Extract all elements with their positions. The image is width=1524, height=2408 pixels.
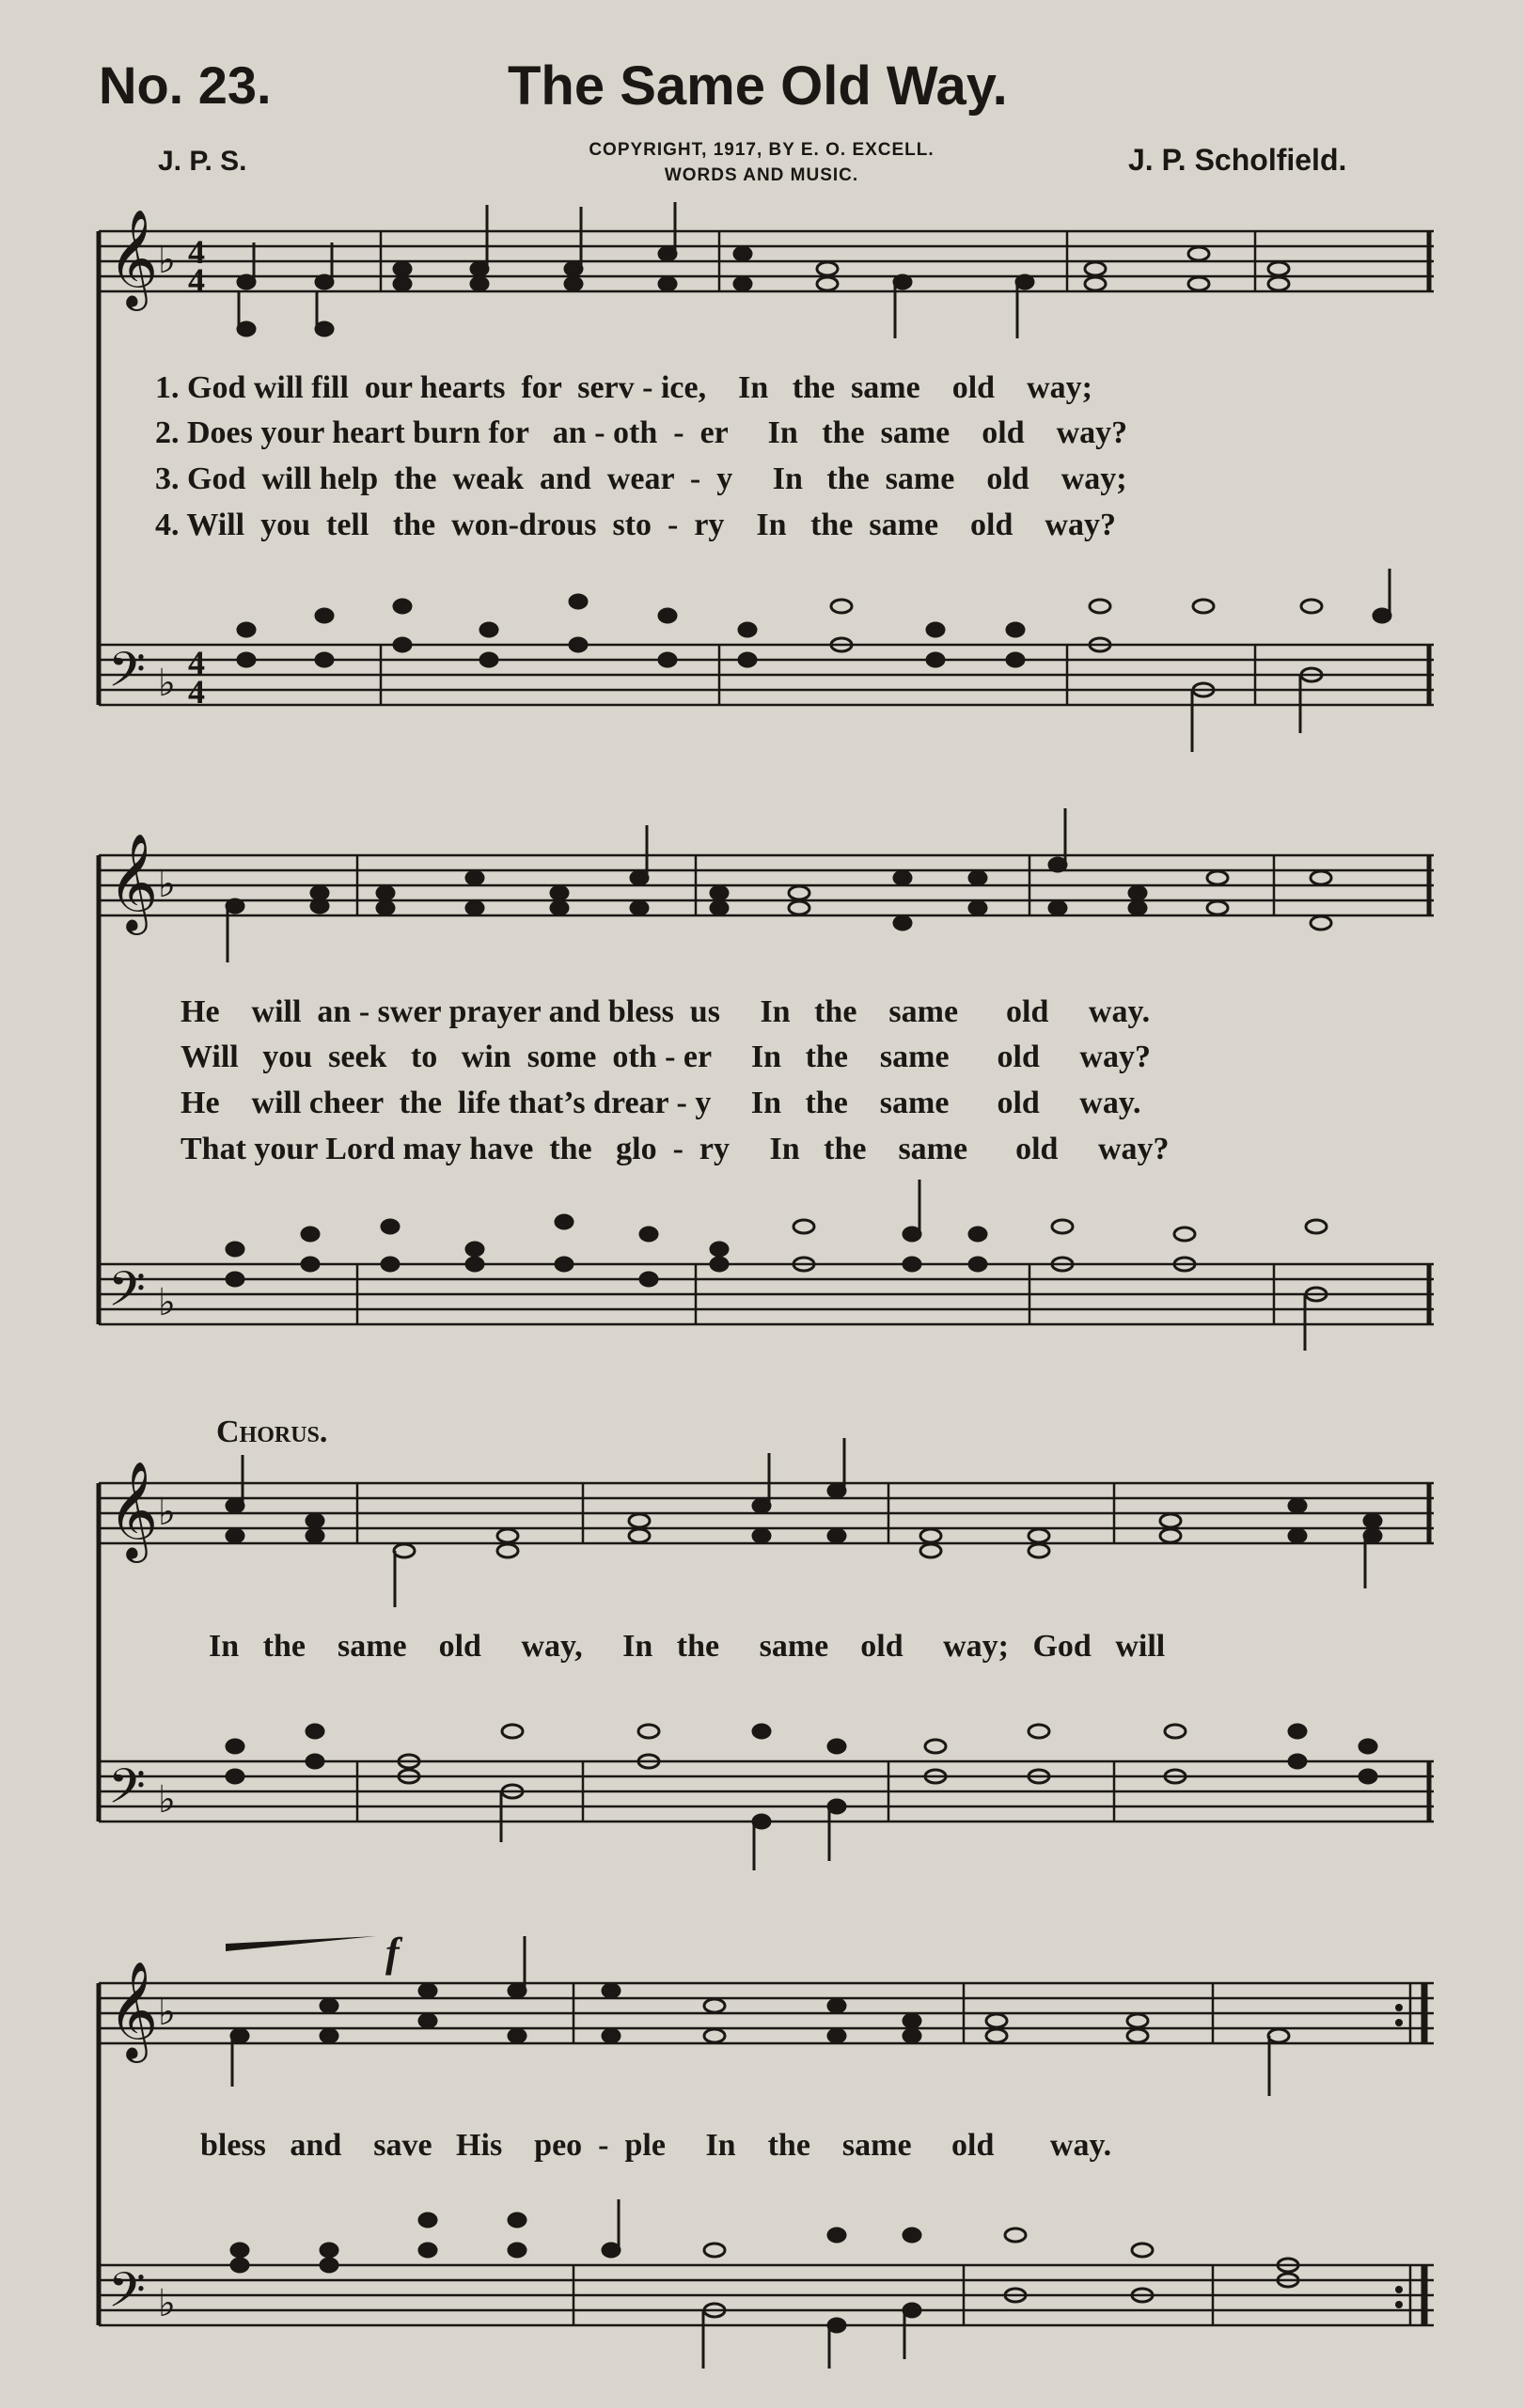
verse-4-line-2: That your Lord may have the glo - ry In the same old way? bbox=[181, 1132, 1170, 1166]
verse-1-line-1: 1. God will fill our hearts for serv - ice, In the same old way; bbox=[155, 370, 1092, 405]
hymn-title: The Same Old Way. bbox=[508, 55, 1008, 117]
copyright-subline: WORDS AND MUSIC. bbox=[664, 165, 859, 185]
crescendo-wedge bbox=[226, 1936, 376, 1951]
bass-clef-icon: 𝄢 bbox=[108, 1260, 146, 1329]
treble-clef-icon: 𝄞 bbox=[108, 209, 159, 307]
bass-clef-icon: 𝄢 bbox=[108, 2261, 146, 2330]
flat-icon: ♭ bbox=[158, 662, 176, 704]
system-4-bass-staff bbox=[99, 2265, 1434, 2325]
flat-icon: ♭ bbox=[158, 2282, 176, 2324]
chorus-label: Chorus. bbox=[216, 1415, 328, 1449]
time-signature-top: 4 bbox=[188, 233, 205, 271]
system-2-treble-staff bbox=[99, 855, 1434, 915]
system-1-bass-staff bbox=[99, 645, 1434, 705]
final-barline bbox=[1410, 1983, 1424, 2325]
verse-3-line-1: 3. God will help the weak and wear - y In the same old way; bbox=[155, 461, 1127, 496]
flat-icon: ♭ bbox=[158, 1491, 176, 1533]
svg-text:4: 4 bbox=[188, 644, 205, 681]
treble-clef-icon: 𝄞 bbox=[108, 1961, 159, 2059]
hymn-number: No. 23. bbox=[99, 55, 272, 115]
treble-clef-icon: 𝄞 bbox=[108, 833, 159, 931]
flat-icon: ♭ bbox=[158, 863, 176, 905]
system-3-bass-staff bbox=[99, 1761, 1434, 1822]
flat-icon: ♭ bbox=[158, 1281, 176, 1323]
verse-3-line-2: He will cheer the life that’s drear - y In the same old way. bbox=[181, 1086, 1141, 1120]
flat-icon: ♭ bbox=[158, 1991, 176, 2033]
dynamic-forte: f bbox=[385, 1930, 400, 1976]
chorus-line-1: In the same old way, In the same old way; God will bbox=[209, 1629, 1166, 1664]
system-1-treble-notes bbox=[238, 202, 1289, 338]
flat-icon: ♭ bbox=[158, 239, 176, 281]
bass-clef-icon: 𝄢 bbox=[108, 641, 146, 710]
system-4-bass-notes bbox=[231, 2199, 1298, 2369]
words-author: J. P. S. bbox=[158, 146, 247, 177]
chorus-line-2: bless and save His peo - ple In the same old way. bbox=[200, 2128, 1112, 2163]
copyright-line: COPYRIGHT, 1917, BY E. O. EXCELL. bbox=[589, 140, 935, 160]
verse-4-line-1: 4. Will you tell the won-drous sto - ry In the same old way? bbox=[155, 508, 1116, 542]
svg-text:4: 4 bbox=[188, 673, 205, 711]
system-1-treble-staff bbox=[99, 231, 1434, 291]
flat-icon: ♭ bbox=[158, 1778, 176, 1821]
verse-2-line-1: 2. Does your heart burn for an - oth - er In the same old way? bbox=[155, 415, 1128, 450]
composer: J. P. Scholfield. bbox=[1128, 143, 1347, 177]
verse-1-line-2: He will an - swer prayer and bless us In the same old way. bbox=[181, 994, 1151, 1029]
verse-2-line-2: Will you seek to win some oth - er In the same old way? bbox=[181, 1040, 1151, 1074]
system-3-bass-notes bbox=[227, 1725, 1376, 1870]
system-2-bass-staff bbox=[99, 1264, 1434, 1324]
time-signature-bottom: 4 bbox=[188, 261, 205, 299]
treble-clef-icon: 𝄞 bbox=[108, 1461, 159, 1559]
system-3-treble-notes bbox=[227, 1438, 1381, 1607]
system-4-treble-staff bbox=[99, 1983, 1434, 2043]
bass-clef-icon: 𝄢 bbox=[108, 1758, 146, 1826]
